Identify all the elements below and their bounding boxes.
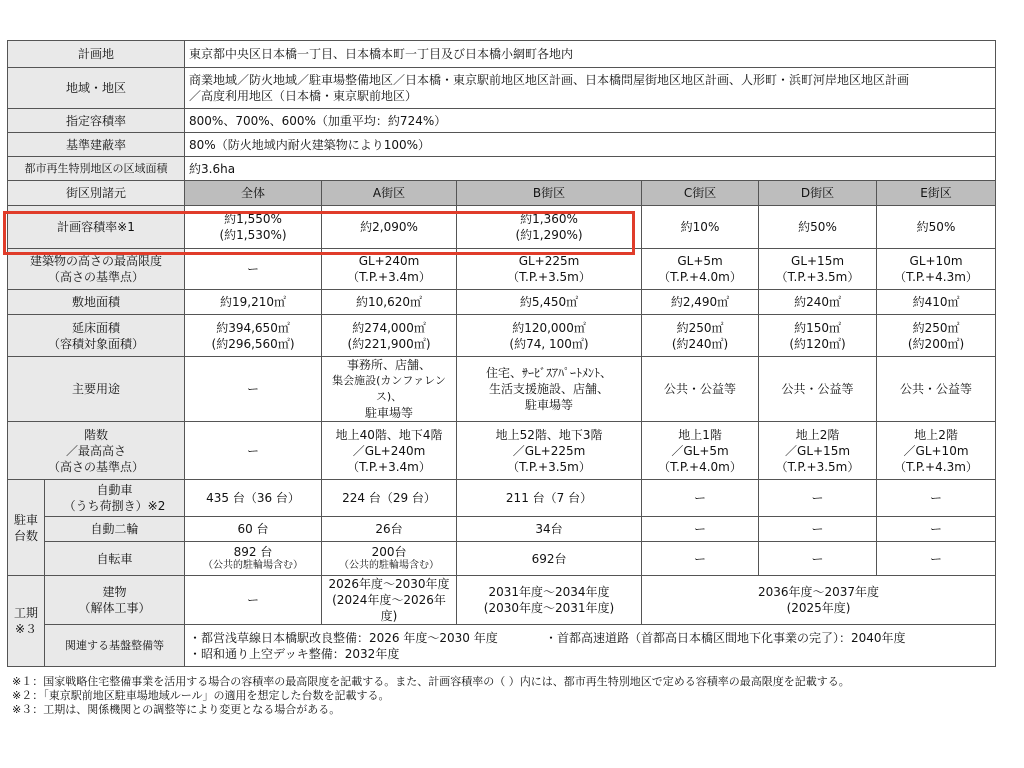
schedule-buildings-label	[45, 576, 185, 625]
cell-line: 約250㎡	[676, 320, 724, 335]
infra-item-2: ・首都高速道路（首都高日本橋区間地下化事業の完了）：2040年度	[545, 630, 906, 645]
zoning-label: 地域・地区	[8, 68, 185, 109]
label-line: 階数	[84, 427, 109, 442]
far-value: 800%、700%、600%（加重平均：約724%）	[185, 109, 996, 133]
height-label	[8, 249, 185, 290]
parking-motorcycles-label: 自動二輪	[45, 517, 185, 542]
zoning-line-2: ／高度利用地区（日本橋・東京駅前地区）	[189, 89, 418, 103]
area-value: 約3.6ha	[185, 157, 996, 181]
cell-line: GL+225m	[518, 254, 580, 268]
cell-line: （T.P.+3.5m）	[507, 270, 591, 284]
cell-line: ／GL+5m	[671, 443, 729, 458]
infra-item-1: ・都営浅草線日本橋駅改良整備：2026 年度～2030 年度	[189, 630, 498, 645]
parking-bicycles-d: ー	[759, 542, 877, 576]
use-c: 公共・公益等	[642, 357, 759, 422]
cell-line: （公共的駐輪場含む）	[339, 559, 440, 571]
project-spec-table	[7, 40, 996, 667]
label-line: 建築物の高さの最高限度	[30, 254, 163, 268]
site-area-row	[8, 290, 996, 315]
floors-label	[8, 422, 185, 480]
parking-cars-c: ー	[642, 480, 759, 517]
height-row	[8, 249, 996, 290]
cell-line: GL+10m	[909, 254, 963, 268]
site-area-c: 約2,490㎡	[642, 290, 759, 315]
parking-motorcycles-d: ー	[759, 517, 877, 542]
label-line: ※３	[14, 622, 38, 636]
parking-motorcycles-a: 26台	[322, 517, 457, 542]
cell-line: （T.P.+3.4m）	[347, 459, 431, 474]
schedule-buildings-row	[8, 576, 996, 625]
parking-cars-a: 224 台（29 台）	[322, 480, 457, 517]
cell-line: ー	[247, 262, 260, 276]
height-a	[322, 249, 457, 290]
cell-line: （T.P.+3.5m）	[507, 459, 591, 474]
floors-row	[8, 422, 996, 480]
parking-bicycles-a	[322, 542, 457, 576]
block-header-label: 街区別諸元	[8, 181, 185, 206]
infra-line-1	[189, 630, 991, 646]
schedule-infra-value	[185, 625, 996, 667]
cell-line: 約1,550%	[224, 212, 282, 226]
height-c	[642, 249, 759, 290]
height-b	[457, 249, 642, 290]
parking-cars-total: 435 台（36 台）	[185, 480, 322, 517]
label-line: （高さの基準点）	[48, 270, 145, 284]
cell-line: 駐車場等	[525, 398, 574, 412]
parking-motorcycles-row	[8, 517, 996, 542]
cell-line: 生活支援施設、店舗、	[489, 382, 610, 396]
col-header-d: D街区	[759, 181, 877, 206]
bcr-row	[8, 133, 996, 157]
floors-total: ー	[185, 422, 322, 480]
use-d: 公共・公益等	[759, 357, 877, 422]
label-line: 延床面積	[72, 320, 121, 335]
cell-line: 約50%	[916, 220, 956, 234]
cell-line: 約10%	[680, 220, 720, 234]
floor-area-total	[185, 315, 322, 357]
use-total: ー	[185, 357, 322, 422]
label-line: 駐車	[13, 512, 38, 527]
block-header-row	[8, 181, 996, 206]
cell-line: 892 台	[233, 544, 273, 559]
parking-bicycles-e: ー	[877, 542, 996, 576]
cell-line: (約221,900㎡)	[347, 336, 431, 351]
parking-bicycles-c: ー	[642, 542, 759, 576]
site-area-total: 約19,210㎡	[185, 290, 322, 315]
cell-line: 200台	[371, 544, 407, 559]
cell-line: 約250㎡	[912, 320, 960, 335]
cell-line: 住宅、ｻｰﾋﾞｽｱﾊﾟｰﾄﾒﾝﾄ、	[486, 366, 613, 380]
plan-far-d	[759, 206, 877, 249]
plan-far-total	[185, 206, 322, 249]
col-header-e: E街区	[877, 181, 996, 206]
label-line: （容積対象面積）	[48, 336, 145, 351]
cell-line: 約120,000㎡	[512, 320, 586, 335]
cell-line: 2026年度～2030年度	[328, 577, 450, 591]
cell-line: 駐車場等	[365, 406, 414, 420]
plan-far-e	[877, 206, 996, 249]
floors-c	[642, 422, 759, 480]
cell-line: （T.P.+4.3m）	[894, 459, 978, 474]
parking-motorcycles-c: ー	[642, 517, 759, 542]
floors-a	[322, 422, 457, 480]
bcr-value: 80%（防火地域内耐火建築物により100%）	[185, 133, 996, 157]
plan-far-a	[322, 206, 457, 249]
cell-line: 地上2階	[795, 427, 840, 442]
cell-line: 約50%	[798, 220, 837, 234]
cell-line: ／GL+225m	[512, 443, 586, 458]
area-label: 都市再生特別地区の区域面積	[8, 157, 185, 181]
site-area-a: 約10,620㎡	[322, 290, 457, 315]
label-line: 工期	[13, 606, 38, 620]
plan-far-c	[642, 206, 759, 249]
label-line: 自動車	[96, 483, 133, 497]
parking-bicycles-label: 自転車	[45, 542, 185, 576]
use-row	[8, 357, 996, 422]
cell-line: (2025年度)	[786, 601, 851, 615]
cell-line: 約1,360%	[520, 212, 578, 226]
parking-cars-e: ー	[877, 480, 996, 517]
cell-line: 約274,000㎡	[352, 320, 426, 335]
cell-line: （T.P.+3.5m）	[775, 459, 860, 474]
schedule-infra-row	[8, 625, 996, 667]
label-line: （うち荷捌き）※2	[63, 499, 166, 513]
cell-line: 約150㎡	[794, 320, 841, 335]
cell-line: （T.P.+3.4m）	[347, 270, 431, 284]
parking-group-label	[8, 480, 45, 576]
bcr-label: 基準建蔽率	[8, 133, 185, 157]
parking-motorcycles-total: 60 台	[185, 517, 322, 542]
parking-cars-b: 211 台（7 台）	[457, 480, 642, 517]
site-area-b: 約5,450㎡	[457, 290, 642, 315]
use-e: 公共・公益等	[877, 357, 996, 422]
label-line: （高さの基準点）	[48, 459, 145, 474]
site-label: 計画地	[8, 41, 185, 68]
site-area-label: 敷地面積	[8, 290, 185, 315]
cell-line: (約200㎡)	[907, 336, 965, 351]
cell-line: (約1,290%)	[515, 228, 583, 242]
footnotes	[12, 675, 1002, 717]
label-line: ／最高高さ	[66, 443, 127, 458]
cell-line: (約296,560㎡)	[211, 336, 295, 351]
cell-line: （T.P.+4.3m）	[894, 270, 978, 284]
footnote-3: ※３：工期は、関係機関との調整等により変更となる場合がある。	[12, 703, 341, 716]
floor-area-row	[8, 315, 996, 357]
cell-line: (2030年度～2031年度)	[483, 601, 615, 615]
cell-line: ／GL+15m	[785, 443, 851, 458]
cell-line: 約394,650㎡	[216, 320, 290, 335]
cell-line: GL+15m	[791, 254, 845, 268]
col-header-c: C街区	[642, 181, 759, 206]
schedule-buildings-b	[457, 576, 642, 625]
col-header-a: A街区	[322, 181, 457, 206]
cell-line: GL+240m	[358, 254, 420, 268]
schedule-group-label	[8, 576, 45, 667]
cell-line: 2036年度～2037年度	[757, 585, 880, 599]
schedule-buildings-cde	[642, 576, 996, 625]
col-header-b: B街区	[457, 181, 642, 206]
cell-line: (約1,530%)	[219, 228, 287, 242]
schedule-buildings-total: ー	[185, 576, 322, 625]
cell-line: ／GL+240m	[352, 443, 426, 458]
floor-area-b	[457, 315, 642, 357]
site-area-e: 約410㎡	[877, 290, 996, 315]
floor-area-c	[642, 315, 759, 357]
footnote-1: ※１：国家戦略住宅整備事業を活用する場合の容積率の最高限度を記載する。また、計画容積率の（ ）内には、都市再生特別地区で定める容積率の最高限度を記載する。	[12, 675, 850, 688]
parking-cars-d: ー	[759, 480, 877, 517]
parking-bicycles-row	[8, 542, 996, 576]
floor-area-d	[759, 315, 877, 357]
cell-line: 2031年度～2034年度	[488, 585, 610, 599]
site-value: 東京都中央区日本橋一丁目、日本橋本町一丁目及び日本橋小網町各地内	[185, 41, 996, 68]
plan-far-label: 計画容積率※1	[8, 206, 185, 249]
use-b	[457, 357, 642, 422]
height-d	[759, 249, 877, 290]
floor-area-label	[8, 315, 185, 357]
infra-item-3: ・昭和通り上空デッキ整備：2032年度	[189, 646, 400, 661]
floor-area-a	[322, 315, 457, 357]
cell-line: (約74, 100㎡)	[509, 336, 589, 351]
parking-cars-label	[45, 480, 185, 517]
cell-line: 地上1階	[678, 427, 722, 442]
label-line: 建物	[102, 585, 127, 599]
cell-line: (約120㎡)	[789, 336, 846, 351]
plan-far-b	[457, 206, 642, 249]
cell-line: ／GL+10m	[903, 443, 969, 458]
cell-line: （T.P.+3.5m）	[775, 270, 860, 284]
label-line: 台数	[13, 528, 38, 543]
cell-line: 地上52階、地下3階	[495, 427, 603, 442]
zoning-row	[8, 68, 996, 109]
parking-motorcycles-e: ー	[877, 517, 996, 542]
far-row	[8, 109, 996, 133]
col-header-total: 全体	[185, 181, 322, 206]
zoning-value	[185, 68, 996, 109]
cell-line: GL+5m	[677, 254, 723, 268]
parking-bicycles-total	[185, 542, 322, 576]
height-total	[185, 249, 322, 290]
height-e	[877, 249, 996, 290]
cell-line: (2024年度～2026年度)	[332, 593, 446, 623]
floors-e	[877, 422, 996, 480]
zoning-line-1: 商業地域／防火地域／駐車場整備地区／日本橋・東京駅前地区地区計画、日本橋問屋街地区地区計画、人形町・浜町河岸地区地区計画	[189, 73, 910, 87]
area-row	[8, 157, 996, 181]
cell-line: 集会施設(カンファレンス)、	[332, 374, 446, 403]
floor-area-e	[877, 315, 996, 357]
parking-bicycles-b: 692台	[457, 542, 642, 576]
floors-d	[759, 422, 877, 480]
cell-line: 地上40階、地下4階	[335, 427, 443, 442]
parking-cars-row	[8, 480, 996, 517]
schedule-buildings-a	[322, 576, 457, 625]
cell-line: (約240㎡)	[671, 336, 729, 351]
plan-far-row	[8, 206, 996, 249]
footnote-2: ※２：「東京駅前地区駐車場地域ルール」の適用を想定した台数を記載する。	[12, 689, 390, 702]
use-label: 主要用途	[8, 357, 185, 422]
far-label: 指定容積率	[8, 109, 185, 133]
cell-line: 約2,090%	[360, 220, 418, 234]
label-line: （解体工事）	[78, 601, 151, 615]
site-row	[8, 41, 996, 68]
floors-b	[457, 422, 642, 480]
cell-line: 事務所、店舗、	[347, 358, 432, 372]
parking-motorcycles-b: 34台	[457, 517, 642, 542]
cell-line: （T.P.+4.0m）	[658, 270, 742, 284]
use-a	[322, 357, 457, 422]
cell-line: 地上2階	[914, 427, 958, 442]
cell-line: （T.P.+4.0m）	[658, 459, 742, 474]
cell-line: （公共的駐輪場含む）	[203, 559, 304, 571]
site-area-d: 約240㎡	[759, 290, 877, 315]
schedule-infra-label: 関連する基盤整備等	[45, 625, 185, 667]
